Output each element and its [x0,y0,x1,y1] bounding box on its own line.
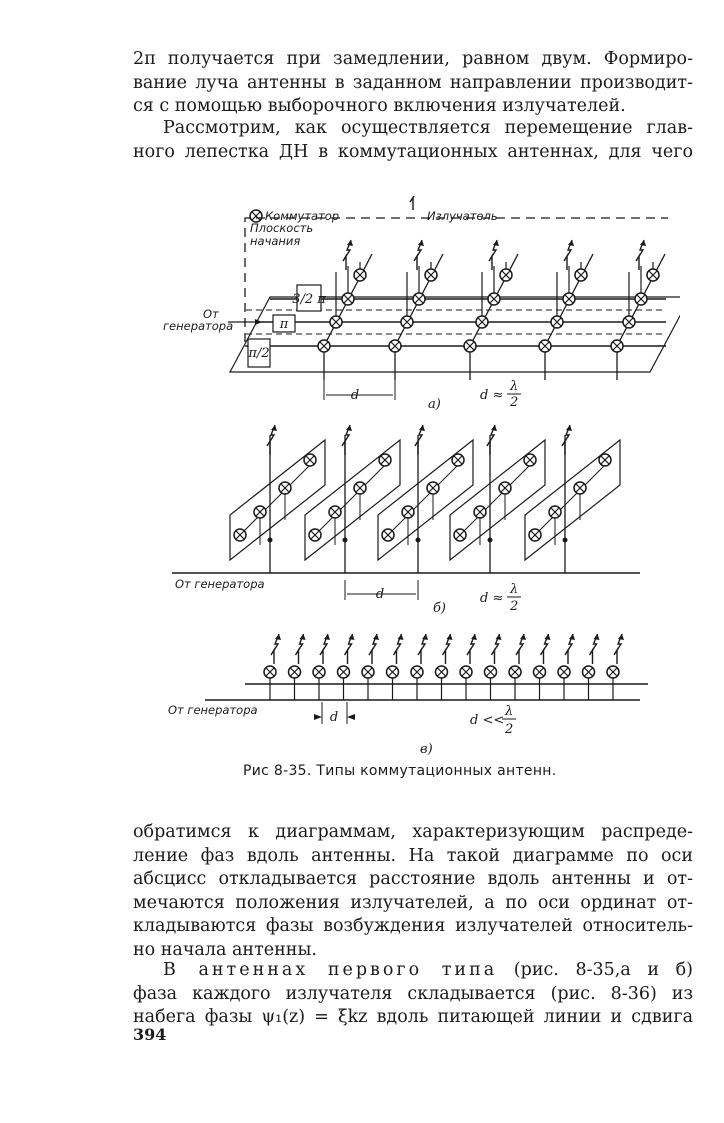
text-line: кладываются фазы возбуждения излучателей относитель- [133,916,693,936]
radiator-unit [509,634,526,700]
switch-icon [607,666,619,678]
paragraph-first-type [133,959,693,1030]
radiator-icon [415,425,425,455]
condition-c: d << [470,713,505,728]
radiator-icon [418,634,428,664]
switch-icon [464,340,476,352]
from-generator-b: От генератора [175,577,265,591]
switch-icon [583,666,595,678]
radiator-icon [342,425,352,455]
radiator-icon [271,634,281,664]
diagram-a [163,218,680,412]
switch-icon [234,529,246,541]
switch-icon [309,529,321,541]
radiator-icon [394,634,404,664]
radiator-icon [414,240,424,270]
switch-icon [401,316,413,328]
radiator-icon [345,634,355,664]
diagram-b [172,425,640,616]
switch-icon [411,666,423,678]
radiator-unit [289,634,306,700]
radiator-unit [338,634,355,700]
switch-icon [379,454,391,466]
switch-icon [389,340,401,352]
svg-text:π/2: π/2 [248,346,270,361]
legend [250,196,498,223]
switch-icon [452,454,464,466]
switch-icon [342,293,354,305]
radiator-legend-icon [410,196,419,210]
text-line: ся с помощью выборочного включения излучателей. [133,96,626,116]
switch-icon [454,529,466,541]
spacing-label-b: d [375,587,385,602]
switch-icon [254,506,266,518]
switch-icon [425,269,437,281]
paragraph-consider [133,117,693,164]
radiator-icon [443,634,453,664]
radiator-group [305,425,400,573]
switch-icon [460,666,472,678]
radiator-unit [460,634,477,700]
text-line: набега фазы ψ₁(z) = ξkz вдоль питающей линии и сдвига [133,1007,693,1027]
radiator-icon [320,634,330,664]
subfigure-label-b: б) [433,601,447,616]
switch-icon [338,666,350,678]
text-line: но начала антенны. [133,939,317,960]
radiator-group [525,425,620,573]
switch-icon [509,666,521,678]
radiator-unit [607,634,624,700]
switch-icon [474,506,486,518]
switch-icon [413,293,425,305]
radiator-icon [636,240,646,270]
switch-icon [330,316,342,328]
subfigure-label-c: в) [420,742,433,756]
radiator-unit [264,634,281,700]
radiator-icon [541,634,551,664]
text-line: обратимся к диаграммам, характеризующим распреде- [133,822,693,842]
phase-box-pi [273,315,295,332]
radiator-unit [534,634,551,700]
switch-icon [647,269,659,281]
text-line: вание луча антенны в заданном направлении производит- [133,72,693,93]
text-line-rest: (рис. 8-35,а и б) [513,960,693,980]
radiator-icon [516,634,526,664]
lambda-a: λ [510,379,519,394]
radiator-icon [369,634,379,664]
text-line: ного лепестка ДН в коммутационных антеннах, для чего [133,141,693,162]
switch-icon [499,482,511,494]
radiator-unit [558,634,575,700]
switch-icon [549,506,561,518]
switch-icon [354,269,366,281]
switch-icon [402,506,414,518]
subfigure-label-a: а) [428,397,441,412]
switch-icon [558,666,570,678]
radiator-unit [485,634,502,700]
diagram-c [168,634,648,756]
switch-icon [427,482,439,494]
radiator-icon [343,240,353,270]
paragraph-intro [133,48,693,119]
switch-icon [279,482,291,494]
radiator-unit [411,634,428,700]
radiator-icon [614,634,624,664]
switch-icon [289,666,301,678]
text-line: фаза каждого излучателя складывается (рис. 8-36) из [133,983,693,1004]
condition-b: d ≈ [480,591,504,606]
switch-icon [529,529,541,541]
radiator-icon [590,634,600,664]
from-generator-a-line2: генератора [163,319,234,333]
legend-radiator-label: Излучатель [427,209,498,223]
switch-icon [436,666,448,678]
from-generator-c: От генератора [168,703,258,717]
switch-icon [485,666,497,678]
switch-icon [329,506,341,518]
figure-caption: Рис 8-35. Типы коммутационных антенн. [243,763,557,779]
spacing-label-a: d [350,388,360,403]
radiator-icon [489,240,499,270]
switch-icon [599,454,611,466]
spacing-label-c: d [329,710,339,725]
radiator-icon [267,425,277,455]
two-a: 2 [510,395,519,410]
switch-icon [524,454,536,466]
switch-icon [563,293,575,305]
radiator-unit [583,634,600,700]
text-line [133,959,693,983]
switch-icon [611,340,623,352]
radiator-icon [467,634,477,664]
switch-icon [318,340,330,352]
two-c: 2 [505,722,514,737]
switch-icon [382,529,394,541]
radiator-unit [387,634,404,700]
spaced-lead: В антеннах первого типа [163,960,498,980]
text-line: ление фаз вдоль антенны. На такой диаграмме по оси [133,845,693,866]
radiator-icon [562,425,572,455]
phase-box-pi-2 [247,339,270,367]
switch-icon [362,666,374,678]
radiator-groups-b [230,425,620,573]
switch-icon [304,454,316,466]
switch-icon [574,482,586,494]
radiator-icon [492,634,502,664]
switch-icon [476,316,488,328]
radiator-unit [313,634,330,700]
switch-icon [539,340,551,352]
radiator-icon [565,634,575,664]
page-number: 394 [133,1025,167,1044]
switch-icon [551,316,563,328]
condition-a: d ≈ [480,388,504,403]
from-generator-a-line1: От [203,307,219,321]
svg-text:π: π [279,317,289,332]
lambda-b: λ [510,582,519,597]
plane-label-line1: Плоскость [250,221,314,235]
radiator-icon [296,634,306,664]
radiator-unit [362,634,379,700]
radiator-icon [487,425,497,455]
switch-icon [354,482,366,494]
switch-icon [623,316,635,328]
radiator-group [230,425,325,573]
switch-icon [488,293,500,305]
two-b: 2 [510,599,519,614]
radiator-group [378,425,473,573]
legend-switch-label: Коммутатор [265,209,340,223]
switch-icon [264,666,276,678]
switch-icon [387,666,399,678]
figure-8-35-switched-antennas [150,196,680,756]
radiator-icon [564,240,574,270]
phase-box-3-2-pi [292,285,326,311]
text-line: абсцисс откладывается расстояние вдоль антенны и от- [133,869,693,889]
plane-label-line2: начания [250,234,301,248]
switch-icon [635,293,647,305]
radiator-row-c [264,634,624,700]
switch-icon [500,269,512,281]
switch-icon [313,666,325,678]
lambda-c: λ [505,704,514,719]
switch-icon [575,269,587,281]
radiator-unit [436,634,453,700]
svg-text:3/2 π: 3/2 π [292,292,326,307]
text-line: мечаются положения излучателей, а по оси ординат от- [133,892,693,913]
text-line: Рассмотрим, как осуществляется перемещение глав- [163,118,693,138]
paragraph-diagrams [133,821,693,962]
switch-icon [534,666,546,678]
text-line: 2π получается при замедлении, равном двум. Формиро- [133,49,693,69]
